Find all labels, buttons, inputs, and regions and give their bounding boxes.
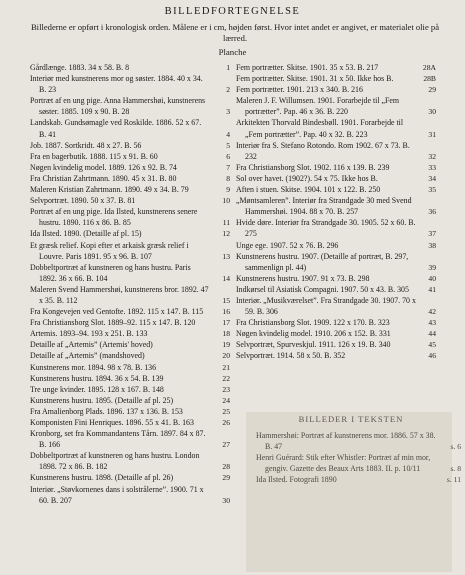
catalog-entry — [30, 228, 230, 239]
plate-number: 36 — [428, 207, 436, 217]
catalog-entry — [30, 117, 230, 139]
plate-number: 4 — [226, 129, 230, 139]
catalog-entry — [30, 184, 230, 195]
entry-text: Henri Guérard: Stik efter Whistler: Portræt af min mor, gengiv. Gazette des Beaux Arts 1883. II. p. 10/11 — [256, 453, 431, 474]
plate-number: 41 — [428, 284, 436, 294]
plate-number: 45 — [428, 340, 436, 350]
catalog-entry — [256, 452, 461, 474]
plate-number: 28 — [222, 462, 230, 472]
entry-text: Maleren Kristian Zahrtmann. 1890. 49 x 34. B. 79 — [30, 185, 189, 195]
entry-text: Kunstnerens hustru. 1898. (Detaille af pl. 26) — [30, 473, 174, 483]
entry-text: Detaille af „Artemis” (mandshoved) — [30, 351, 145, 361]
catalog-entry — [236, 62, 436, 73]
catalog-entry — [30, 95, 230, 117]
plate-number: 1 — [226, 63, 230, 72]
right-column — [236, 62, 436, 362]
catalog-entry — [30, 328, 230, 339]
entry-text: Fra en bagerbutik. 1888. 115 x 91. B. 60 — [30, 151, 158, 161]
plate-number: 20 — [222, 351, 230, 361]
plate-number: 6 — [226, 151, 230, 161]
plate-number: 29 — [222, 473, 230, 483]
plate-number: 15 — [222, 295, 230, 305]
plate-number: 34 — [428, 173, 436, 183]
plate-number: s. 8 — [450, 464, 461, 474]
plate-number: 10 — [222, 196, 230, 206]
entry-text: Fra Amalienborg Plads. 1896. 137 x 136. B. 153 — [30, 406, 183, 416]
catalog-entry — [30, 173, 230, 184]
entry-text: Maleren J. F. Willumsen. 1901. Forarbejde til „Fem portrætter”. Pap. 46 x 36. B. 220 — [236, 96, 400, 117]
entry-text: Fem portrætter. Skitse. 1901. 35 x 53. B. 217 — [236, 63, 379, 72]
catalog-entry — [30, 151, 230, 162]
catalog-entry — [236, 117, 436, 139]
plate-number: 44 — [428, 329, 436, 339]
catalog-entry — [236, 73, 436, 84]
catalog-entry — [30, 206, 230, 228]
plate-number: 38 — [428, 240, 436, 250]
entry-text: Landskab. Gundsømagle ved Roskilde. 1886. 52 x 67. B. 41 — [30, 118, 202, 139]
plate-number: 32 — [428, 151, 436, 161]
catalog-entry — [30, 339, 230, 350]
entry-text: Interiør. „Støvkornenes dans i solstrålerne”. 1900. 71 x 60. B. 207 — [30, 484, 204, 505]
entry-text: „Møntsamleren”. Interiør fra Strandgade 30 med Svend Hammershøi. 1904. 88 x 70. B. 257 — [236, 196, 412, 217]
plate-number: 23 — [222, 384, 230, 394]
entry-text: Nøgen kvindelig model. 1889. 126 x 92. B. 74 — [30, 162, 177, 172]
plate-number: 14 — [222, 273, 230, 283]
entry-text: Unge ege. 1907. 52 x 76. B. 296 — [236, 240, 339, 250]
entry-text: Fra Christiansborg Slot. 1889–92. 115 x 147. B. 120 — [30, 318, 196, 328]
catalog-entry — [30, 484, 230, 506]
entry-text: Indkørsel til Asiatisk Compagni. 1907. 50 x 43. B. 305 — [236, 284, 409, 294]
plate-number: 12 — [222, 229, 230, 239]
entry-text: Fra Christiansborg Slot. 1909. 122 x 170. B. 323 — [236, 318, 390, 328]
catalog-entry — [30, 417, 230, 428]
catalog-entry — [30, 140, 230, 151]
catalog-entry — [236, 95, 436, 117]
plate-number: 24 — [222, 395, 230, 405]
catalog-entry — [30, 73, 230, 95]
entry-text: Ida Ilsted. Fotografi 1890 — [256, 475, 337, 485]
entry-text: Tre unge kvinder. 1895. 128 x 167. B. 148 — [30, 384, 164, 394]
entry-text: Detaille af „Artemis” (Artemis' hoved) — [30, 340, 153, 350]
plate-number: 9 — [226, 185, 230, 195]
entry-text: Et græsk relief. Kopi efter et arkaisk græsk relief i Louvre. Paris 1891. 95 x 96. B. 107 — [30, 240, 189, 261]
entry-text: Interiør med kunstnerens mor og søster. 1884. 40 x 34. B. 23 — [30, 74, 203, 95]
plate-number: s. 6 — [450, 442, 461, 452]
entry-text: Kunstnerens mor. 1894. 98 x 78. B. 136 — [30, 362, 157, 372]
plate-column-label: Planche — [218, 47, 247, 57]
catalog-entry — [30, 395, 230, 406]
plate-number: 29 — [428, 85, 436, 95]
plate-number: 17 — [222, 318, 230, 328]
plate-number: s. 11 — [446, 475, 461, 485]
catalog-entry — [30, 306, 230, 317]
entry-text: Fra Kongevejen ved Gentofte. 1892. 115 x 147. B. 115 — [30, 307, 204, 317]
catalog-entry — [236, 84, 436, 95]
plate-number: 30 — [428, 107, 436, 117]
plate-number: 11 — [222, 218, 230, 228]
catalog-entry — [30, 350, 230, 361]
plate-number: 5 — [226, 140, 230, 150]
entry-text: Fra Christian Zahrtmann. 1890. 45 x 31. B. 80 — [30, 173, 177, 183]
plate-number: 28A — [422, 63, 436, 72]
catalog-entry — [256, 430, 461, 452]
catalog-entry — [236, 184, 436, 195]
text-illustrations-title: BILLEDER I TEKSTEN — [298, 414, 404, 424]
catalog-entry — [30, 384, 230, 395]
catalog-entry — [236, 195, 436, 217]
intro-text: Billederne er opført i kronologisk orden. Målene er i cm, højden først. Hvor intet andet er angivet, er materialet olie på lærred. — [30, 22, 440, 43]
catalog-entry — [236, 162, 436, 173]
plate-number: 16 — [222, 307, 230, 317]
catalog-entry — [30, 428, 230, 450]
plate-number: 46 — [428, 351, 436, 361]
entry-text: Dobbeltportræt af kunstneren og hans hustru. Paris 1892. 36 x 66. B. 104 — [30, 262, 191, 283]
plate-number: 42 — [428, 307, 436, 317]
catalog-entry — [30, 450, 230, 472]
entry-text: Interiør. „Musikværelset”. Fra Strandgade 30. 1907. 70 x 59. B. 306 — [236, 295, 416, 317]
entry-text: Komponisten Fini Henriques. 1896. 55 x 41. B. 163 — [30, 418, 194, 427]
entry-text: Kunstnerens hustru. 1895. (Detaille af pl. 25) — [30, 395, 174, 405]
plate-number: 18 — [222, 329, 230, 339]
entry-text: Sol over havet. (1902?). 54 x 75. Ikke hos B. — [236, 173, 378, 183]
entry-text: Artemis. 1893–94. 193 x 251. B. 133 — [30, 329, 148, 339]
plate-number: 21 — [222, 362, 230, 372]
plate-number: 37 — [428, 229, 436, 239]
plate-number: 33 — [428, 162, 436, 172]
catalog-entry — [30, 195, 230, 206]
plate-number: 28B — [423, 74, 436, 84]
plate-number: 3 — [226, 107, 230, 117]
plate-number: 25 — [222, 406, 230, 416]
plate-number: 7 — [226, 162, 230, 172]
entry-text: Kronborg, set fra Kommandantens Tårn. 1897. 84 x 87. B. 166 — [30, 429, 206, 450]
entry-text: Ida Ilsted. 1890. (Detaille af pl. 15) — [30, 229, 142, 239]
catalog-entry — [30, 317, 230, 328]
entry-text: Kunstnerens hustru. 1907. 91 x 73. B. 298 — [236, 273, 370, 283]
catalog-entry — [30, 406, 230, 417]
catalog-entry — [30, 62, 230, 73]
catalog-entry — [256, 474, 461, 485]
catalog-entry — [30, 472, 230, 483]
catalog-entry — [30, 240, 230, 262]
entry-text: Interiør fra S. Stefano Rotondo. Rom 1902. 67 x 73. B. 232 — [236, 140, 410, 161]
entry-text: Job. 1887. Sortkridt. 48 x 27. B. 56 — [30, 140, 142, 150]
entry-text: Portræt af en ung pige. Anna Hammershøi, kunstnerens søster. 1885. 109 x 90. B. 28 — [30, 96, 206, 117]
plate-number: 22 — [222, 373, 230, 383]
catalog-entry — [236, 217, 436, 239]
catalog-entry — [236, 240, 436, 251]
plate-number: 8 — [226, 173, 230, 183]
catalog-entry — [236, 328, 436, 339]
entry-text: Hammershøi: Portræt af kunstnerens mor. 1886. 57 x 38. B. 47 — [256, 431, 436, 452]
plate-number: 43 — [428, 318, 436, 328]
catalog-entry — [236, 284, 436, 295]
catalog-entry — [236, 173, 436, 184]
catalog-entry — [236, 251, 436, 273]
entry-text: Fra Christiansborg Slot. 1902. 116 x 139. B. 239 — [236, 162, 390, 172]
plate-number: 30 — [222, 495, 230, 505]
entry-text: Maleren Svend Hammershøi, kunstnerens bror. 1892. 47 x 35. B. 112 — [30, 284, 209, 305]
entry-text: Fem portrætter. Skitse. 1901. 31 x 50. Ikke hos B. — [236, 74, 394, 84]
catalog-entry — [30, 162, 230, 173]
entry-text: Selvportræt. 1914. 58 x 50. B. 352 — [236, 351, 346, 361]
left-column — [30, 62, 230, 506]
plate-number: 35 — [428, 185, 436, 195]
plate-number: 13 — [222, 251, 230, 261]
catalog-entry — [30, 373, 230, 384]
plate-number: 31 — [428, 129, 436, 139]
entry-text: Dobbeltportræt af kunstneren og hans hustru. London 1898. 72 x 86. B. 182 — [30, 451, 200, 472]
entry-text: Selvportræt. 1890. 50 x 37. B. 81 — [30, 196, 136, 206]
catalog-entry — [236, 350, 436, 361]
catalog-entry — [236, 140, 436, 162]
plate-number: 2 — [226, 85, 230, 95]
entry-text: Arkitekten Thorvald Bindesbøll. 1901. Forarbejde til „Fem portrætter”. Pap. 40 x 32. B. 223 — [236, 118, 404, 139]
entry-text: Gårdlænge. 1883. 34 x 58. B. 8 — [30, 63, 130, 72]
entry-text: Nøgen kvindelig model. 1910. 206 x 152. B. 331 — [236, 329, 391, 339]
catalog-entry — [236, 273, 436, 284]
page-title: BILLEDFORTEGNELSE — [164, 6, 301, 17]
catalog-entry — [30, 262, 230, 284]
catalog-entry — [236, 339, 436, 350]
plate-number: 19 — [222, 340, 230, 350]
entry-text: Kunstnerens hustru. 1894. 36 x 54. B. 139 — [30, 373, 164, 383]
plate-number: 39 — [428, 262, 436, 272]
catalog-entry — [30, 284, 230, 306]
plate-number: 40 — [428, 273, 436, 283]
entry-text: Fem portrætter. 1901. 213 x 340. B. 216 — [236, 85, 363, 95]
entry-text: Kunstnerens hustru. 1907. (Detaille af portræt, B. 297, sammenlign pl. 44) — [236, 251, 409, 272]
entry-text: Aften i stuen. Skitse. 1904. 101 x 122. B. 250 — [236, 185, 381, 195]
plate-number: 26 — [222, 418, 230, 427]
catalog-entry — [30, 362, 230, 373]
catalog-entry — [236, 295, 436, 317]
plate-number: 27 — [222, 440, 230, 450]
entry-text: Selvportræt, Spurveskjul. 1911. 126 x 19. B. 340 — [236, 340, 391, 350]
entry-text: Hvide døre. Interiør fra Strandgade 30. 1905. 52 x 60. B. 275 — [236, 218, 416, 239]
entry-text: Portræt af en ung pige. Ida Ilsted, kunstnerens senere hustru. 1890. 116 x 86. B. 85 — [30, 207, 198, 228]
text-illustrations-list — [256, 430, 461, 485]
catalog-entry — [236, 317, 436, 328]
